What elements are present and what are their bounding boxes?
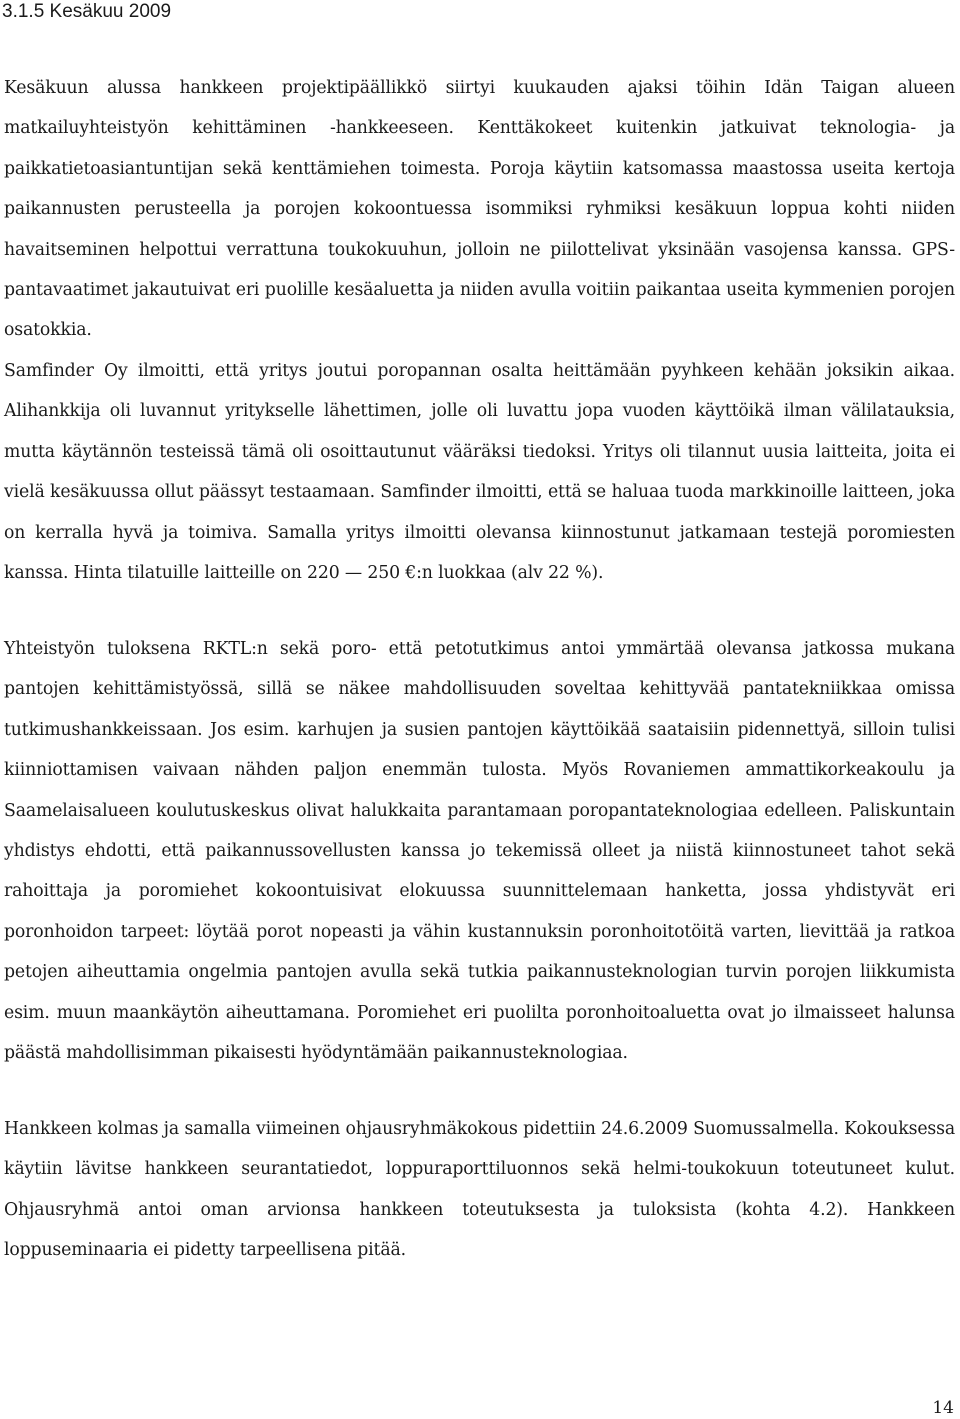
page-number: 14	[932, 1398, 954, 1418]
section-heading: 3.1.5 Kesäkuu 2009	[2, 1, 172, 22]
paragraph-cooperation-results: Yhteistyön tuloksena RKTL:n sekä poro- että petotutkimus antoi ymmärtää olevansa jatkossa mukana pantojen kehittämistyössä, sillä se näkee mahdollisuuden soveltaa kehittyvää pantatekniikkaa omissa tutkimushankkeissaan. Jos esim. karhujen ja susien pantojen käyttöikää saataisiin pidennettyä, silloin tulisi kiinniottamisen vaivaan nähden paljon enemmän tulosta. Myös Rovaniemen ammattikorkeakoulu ja Saamelaisalueen koulutuskeskus olivat halukkaita parantamaan poropantateknologiaa edelleen. Paliskuntain yhdistys ehdotti, että paikannussovellusten kanssa jo tekemissä olleet ja niistä kiinnostuneet tahot sekä rahoittaja ja poromiehet kokoontuisivat elokuussa suunnittelemaan hanketta, jossa yhdistyvät eri poronhoidon tarpeet: löytää porot nopeasti ja vähin kustannuksin poronhoitotöitä varten, lievittää ja ratkoa petojen aiheuttamia ongelmia pantojen avulla sekä tutkia paikannusteknologian turvin porojen liikkumista esim. muun maankäytön aiheuttamana. Poromiehet eri puolilta poronhoitoaluetta ovat jo ilmaisseet halunsa päästä mahdollisimman pikaisesti hyödyntämään paikannusteknologiaa.	[4, 639, 955, 1064]
paragraph-samfinder: Samfinder Oy ilmoitti, että yritys joutui poropannan osalta heittämään pyyhkeen kehään joksikin aikaa. Alihankkija oli luvannut yritykselle lähettimen, jolle oli luvattu jopa vuoden käyttöikä ilman välilatauksia, mutta käytännön testeissä tämä oli osoittautunut vääräksi tiedoksi. Yritys oli tilannut uusia laitteita, joita ei vielä kesäkuussa ollut päässyt testaamaan. Samfinder ilmoitti, että se haluaa tuoda markkinoille laitteen, joka on kerralla hyvä ja toimiva. Samalla yritys ilmoitti olevansa kiinnostunut jatkamaan testejä poromiesten kanssa. Hinta tilatuille laitteille on 220 — 250 €:n luokkaa (alv 22 %).	[4, 361, 955, 584]
paragraph-gps-field-tests: Kesäkuun alussa hankkeen projektipäällikkö siirtyi kuukauden ajaksi töihin Idän Taigan alueen matkailuyhteistyön kehittäminen -hankkeeseen. Kenttäkokeet kuitenkin jatkuivat teknologia- ja paikkatietoasiantuntijan sekä kenttämiehen toimesta. Poroja käytiin katsomassa maastossa useita kertoja paikannusten perusteella ja porojen kokoontuessa isommiksi ryhmiksi kesäkuun loppua kohti niiden havaitseminen helpottui verrattuna toukokuuhun, jolloin ne piilottelivat yksinään vasojensa kanssa. GPS-pantavaatimet jakautuivat eri puolille kesäaluetta ja niiden avulla voitiin paikantaa useita kymmenien porojen osatokkia.	[4, 78, 955, 341]
paragraph-steering-group-meeting: Hankkeen kolmas ja samalla viimeinen ohjausryhmäkokous pidettiin 24.6.2009 Suomussalmella. Kokouksessa käytiin lävitse hankkeen seurantatiedot, loppuraporttiluonnos sekä helmi-toukokuun toteutuneet kulut. Ohjausryhmä antoi oman arvionsa hankkeen toteutuksesta ja tuloksista (kohta 4.2). Hankkeen loppuseminaaria ei pidetty tarpeellisena pitää.	[4, 1119, 955, 1261]
